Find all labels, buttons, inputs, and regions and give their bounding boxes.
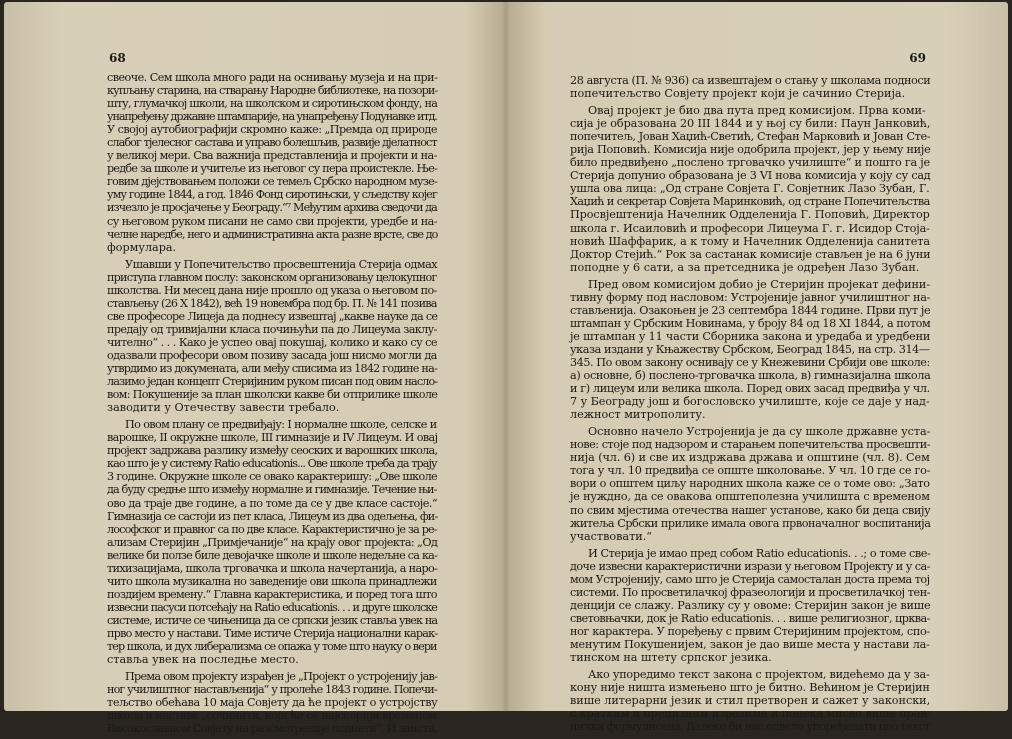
page-text [570, 74, 930, 737]
text-line: поздијем времену.“ Главна карактеристика, и поред тога што [107, 587, 437, 601]
book-spread [4, 2, 1008, 736]
text-line: попечитељ, Јован Хаџић-Светић, Стефан Марковић и Јован Сте- [570, 130, 931, 144]
text-line: варошке, II окружне школе, III гимназије и IV Лицеум. И овај [107, 431, 438, 445]
text-line: тивну форму под насловом: Устројеније јавног училиштног на- [570, 290, 931, 304]
text-line: Овај пројект је био два пута пред комисијом. Прва коми- [588, 104, 926, 118]
text-line: нички формулисана. Далеко би нас одвело упоређивати цео текст [570, 720, 930, 734]
text-line: је штампан у 11 части Сборника закона и уредаба и уредбени [570, 329, 931, 343]
paragraph [570, 547, 930, 664]
text-line: заводити у Отечеству завести требало. [107, 401, 340, 415]
page-text [107, 71, 437, 739]
text-line: стављењу (26 X 1842), већ 19 новембра под бр. П. № 141 позива [107, 296, 437, 310]
text-line: житеља Србски прилике имала овога првоначалног воспитанија [570, 516, 931, 530]
text-line: унапређењу државне штампарије, на унапређењу Подунавке итд. [107, 110, 437, 124]
paragraph [107, 670, 437, 735]
text-line: Високославном Совјету на разсмотреније поднети“. И заиста, [107, 722, 437, 736]
text-line: По овом плану се предвиђају: I нормалне школе, селске и [125, 418, 437, 432]
text-line: све професоре Лицеја да поднесу извештај „какве науке да се [107, 309, 438, 323]
text-line: Доктор Стејић.“ Рок за састанак комисије стављен је на 6 јуни [570, 247, 931, 261]
text-line: мом Устројенију, само што је Стерија самосталан доста према тој [570, 572, 930, 586]
text-line: доче извесни карактеристични изрази у његовом Пројекту и у са- [570, 559, 930, 573]
text-line: поподне у 6 сати, а за претседника је одређен Лазо Зубан. [570, 260, 920, 274]
text-line: рија Поповић. Комисија није одобрила пројект, јер у њему није [570, 143, 931, 157]
text-line: челне наредбе, него и административна акта разне врсте, све до [107, 227, 438, 241]
text-line: ног карактера. У поређењу с првим Стеријиним пројектом, спо- [570, 624, 930, 638]
text-line: лежност митрополиту. [570, 408, 706, 422]
text-line: тинском на штету српског језика. [570, 651, 772, 665]
text-line: тога у чл. 10 предвиђа се опште школовање. У чл. 10 где се го- [570, 464, 931, 478]
text-line: је нуждно, да се овакова општеполезна училишта с временом [570, 490, 930, 504]
text-line: участвовати.“ [570, 529, 653, 543]
text-line: Према овом пројекту израђен је „Пројект о устројенију јав- [125, 670, 438, 684]
text-line: денцији се слажу. Разлику су у овоме: Стеријин закон је више [570, 598, 931, 612]
paragraph [107, 418, 437, 666]
text-line: штампан у Србским Новинама, у броју 84 од 18 XI 1844, а потом [570, 316, 931, 330]
text-line: Ушавши у Попечитељство просвештенија Стерија одмах [125, 257, 438, 271]
text-line: световњачки, док је Ratio educationis. . . више религиозног, црква- [570, 611, 930, 625]
text-line: тер школа, и дух либерализма се опажа у томе што науку о вери [107, 640, 437, 654]
text-line: редбе за школе и учитеље из његовог су пера проистекле. Ње- [107, 162, 438, 176]
text-line: шту, глумачкој школи, на школском и сиротињском фонду, на [107, 97, 438, 111]
text-line: сија је образована 20 III 1844 и у њој су били: Паун Јанковић, [570, 117, 931, 131]
text-line: 345. По овом закону оснивају се у Кнежевини Србији ове школе: [570, 355, 930, 369]
page-number: 69 [909, 51, 926, 65]
text-line: Стерија допунио образована је 3 VI нова комисија у коју су сад [570, 169, 931, 183]
text-line: 3 године. Окружне школе се овако карактеришу: „Ове школе [107, 470, 437, 484]
text-line: тељство обећава 10 маја Совјету да ће пројект о устројству [107, 696, 438, 710]
text-line: а) основне, б) послено-трговачка школа, в) гимназијална школа [570, 369, 931, 383]
text-line: и г) лицеум или велика школа. Поред ових засад предвиђа у чл. [570, 382, 930, 396]
text-line: у великој мери. Сва важнија представленија и пројекти и на- [107, 149, 437, 163]
text-line: 28 августа (П. № 936) са извештајем о стању у школама подноси [570, 74, 931, 87]
text-line: тихизацијама, школа трговачка и школа начертанија, а наро- [107, 561, 438, 575]
text-line: Пред овом комисијом добио је Стеријин пројекат дефини- [588, 277, 931, 291]
text-line: утврдимо из докумената, али међу списима из 1842 године на- [107, 362, 437, 376]
text-line: стављенија. Озакоњен је 23 септембра 1844 године. Први пут је [570, 303, 931, 317]
text-line: пројект задржава разлику између сеоских и варошких школа, [107, 444, 438, 458]
text-line: ушла ова лица: „Од стране Совјета Г. Совјетник Лазо Зубан, Г. [570, 182, 930, 196]
paragraph [107, 71, 437, 254]
text-line: кону није ништа измењено што је битно. Већином је Стеријин [570, 681, 930, 695]
text-line: попечитељство Совјету пројект који је сачинио Стерија. [570, 87, 906, 101]
text-line: И Стерија је имао пред собом Ratio educationis. . .; о томе све- [588, 546, 931, 560]
paragraph [570, 425, 930, 542]
text-line: указа издани у Књажеству Србском, Београд 1845, на стр. 314— [570, 342, 930, 356]
text-line: по свим мјестима отечества нашег установе, како би деца свију [570, 503, 931, 517]
text-line: школства. Ни месец дана није прошло од указа о његовом по- [107, 283, 437, 297]
text-line: менутим Покушенијем, закон је дао више места у настави ла- [570, 637, 930, 651]
text-line: Гимназија се састоји из пет класа, Лицеум из два одељења, фи- [107, 509, 438, 523]
left-page [4, 2, 506, 736]
text-line: као што је у систему Ratio educationis... Ове школе треба да трају [107, 457, 437, 471]
paragraph [570, 104, 930, 274]
paragraph [570, 668, 930, 733]
text-line: ово да траје две године, а по томе да се у две класе састоје.“ [107, 496, 438, 510]
text-line: вори о општем циљу народних школа каже се о томе ово: „Зато [570, 477, 930, 491]
right-page [506, 2, 1008, 734]
text-line: предају од тривијални класа почињући па до Лицеума заклу- [107, 322, 437, 336]
text-line: да буду средње што између нормалне и гимназије. Течение њи- [107, 483, 437, 497]
text-line: свеоче. Сем школа много ради на оснивању музеја и на при- [107, 71, 438, 84]
text-line: новић Шаффарик, а к тому и Начелник Одделенија санитета [570, 234, 931, 248]
text-line: формулара. [107, 240, 177, 254]
text-line: Основно начело Устројенија је да су школе државне уста- [588, 425, 931, 439]
text-line: су његовом руком писани не само сви пројекти, уредбе и на- [107, 214, 437, 228]
text-line: системе, истиче се чињеница да се српски језик ставља увек на [107, 613, 438, 627]
paragraph [570, 278, 930, 422]
text-line: с кратким и прецизним изразима и понека мисао више прав- [570, 707, 931, 721]
text-line: ставља увек на последње место. [107, 653, 299, 667]
text-line: говим дјејствовањем положи се темељ Србско народном музе- [107, 175, 438, 189]
text-line: Хаџић и секретар Совјета Маринковић, од стране Попечитељства [570, 195, 930, 209]
paragraph [107, 258, 437, 415]
text-line: нове: стоје под надзором и старањем попечитељства просвешти- [570, 438, 931, 452]
text-line: школа и наставе „сочинити, који ће се најскорији временом [107, 709, 437, 723]
text-line: приступа главном послу: законском организовању целокупног [107, 270, 437, 284]
text-line: нија (чл. 6) и све их издржава држава и општине (чл. 8). Сем [570, 451, 930, 465]
text-line: чито школа музикална но заведеније ови школа принадлежи [107, 574, 437, 588]
text-line: ног училиштног настављенија“ у пролеће 1843 године. Попечи- [107, 683, 437, 697]
text-line: прво место у настави. Тиме истиче Стерија национални карак- [107, 626, 438, 640]
text-line: Ако упоредимо текст закона с пројектом, видећемо да у за- [588, 668, 930, 682]
page-number: 68 [109, 51, 126, 65]
text-line: ализам Стеријин „Примјечаније“ на крају овог пројекта: „Од [107, 535, 438, 549]
text-line: велике би ползе биле девојачке школе и школе недељне са ка- [107, 548, 438, 562]
text-line: чително“ . . . Како је успео овај покушај, колико и како су се [107, 335, 438, 349]
text-line: лазимо један концепт Стеријиним руком писан под овим насло- [107, 375, 438, 389]
text-line: слабог тјелесног састава и управо болешљив, развије дјелатност [107, 136, 437, 150]
text-line: уму године 1844, а год. 1846 Фонд сиротињски, у сљедству којег [107, 188, 437, 202]
text-line: Просвјештенија Начелник Одделенија Г. Поповић, Директор [570, 208, 930, 222]
text-line: вом: Покушеније за план школски какве би отприлике школе [107, 388, 438, 402]
text-line: више литерарни језик и стил претворен и сажет у законски, [570, 694, 931, 708]
text-line: школа г. Исаиловић и професори Лицеума Г. г. Исидор Стоја- [570, 221, 930, 235]
text-line: одазвали професори овом позиву засада још нисмо могли да [107, 348, 437, 362]
text-line: 7 у Београду још и богословско училиште, које се даје у над- [570, 395, 930, 409]
text-line: системи. По просветилачкој фразеологији и просветилачкој тен- [570, 585, 931, 599]
text-line: У својој аутобиографији скромно каже: „Премда од природе [107, 123, 437, 137]
text-line: извесни пасуси потсећају на Ratio educationis. . . и друге школске [107, 600, 437, 614]
text-line: изчезло је просјачење у Београду.“⁷ Међутим архива сведочи да [107, 201, 437, 215]
text-line: купљању старина, на стварању Народне библиотеке, на позори- [107, 84, 438, 98]
text-line: лософског и правног са по две класе. Карактеристично је за ре- [107, 522, 437, 536]
paragraph [570, 74, 930, 100]
text-line: било предвиђено „послено трговачко училиште“ и пошто га је [570, 156, 930, 170]
